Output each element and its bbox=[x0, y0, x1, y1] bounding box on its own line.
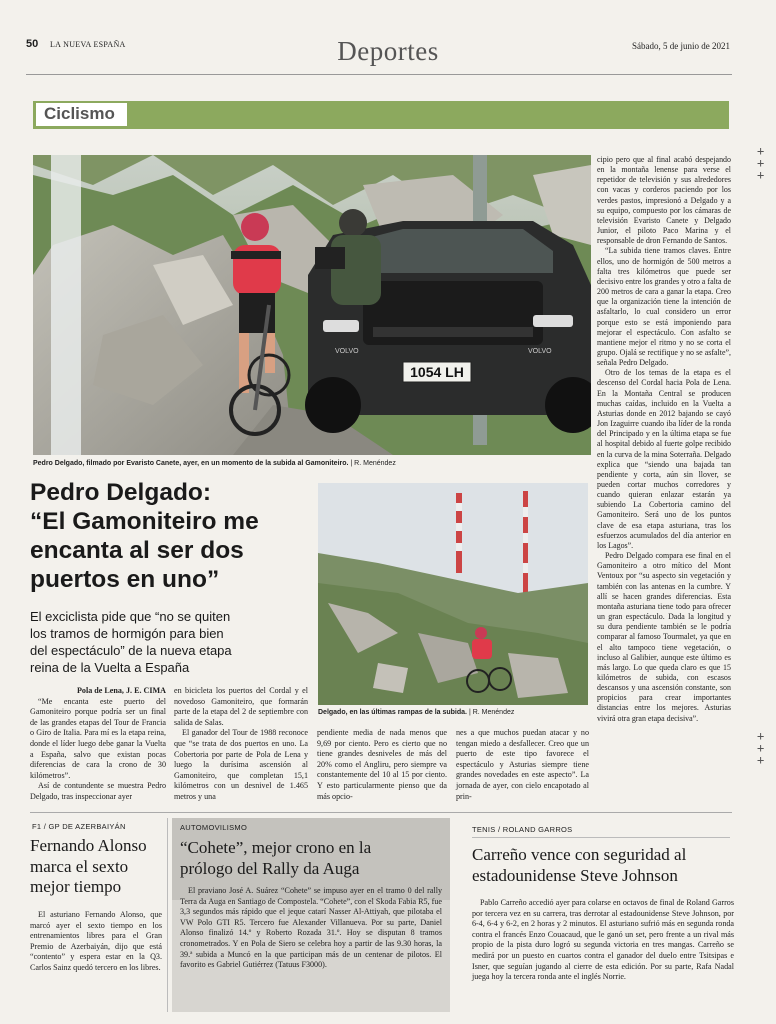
registration-marks-bottom: + + + bbox=[757, 729, 765, 767]
deck-line-1: El exciclista pide que “no se quiten bbox=[30, 609, 231, 624]
article-col2-para1: en bicicleta los puertos del Cordal y el novedoso Gamoniteiro, que formarán parte de la etapa del 2 de septiembre con salida de Salas. bbox=[174, 686, 308, 727]
f1-body-text: El asturiano Fernando Alonso, que marcó ayer el sexto tiempo en los entrenamientos libres para el Gran Premio de Azerbaiyán, dijo que está “contento” y espera estar en la Q3. Carlos Sainz quedó tercero en los libres. bbox=[30, 910, 162, 972]
article-col5-para2: “La subida tiene tramos claves. Entre ellos, uno de hormigón de 500 metros a falta tres kilómetros que puede ser decisivo entre los grandes y otro a falta de 200 metros de cara a ganar la etapa. Creo que la organización tiene la intención de asfaltarlo, lo cual considero un error porque esto se está imponiendo para mejorar el espectáculo. Con asfalto se mantiene mejor el ritmo y no se corta el grupo. Ojalá se rectifique y no se asfalte”, señala Pedro Delgado. bbox=[597, 246, 732, 368]
headline-line-3: encanta al ser dos bbox=[30, 537, 244, 564]
tenis-title bbox=[472, 845, 734, 886]
article-col5-para1: cipio pero que al final acabó despejando en la montaña lenense para verse el repetidor de televisión y sus alrededores con vacas y corderos paciendo por los verdes pastos, impresionó a Delgado y a su equipo, compuesto por los cámaras de televisión Evaristo Canete y Delgado Junior, el piloto Paco Marina y el responsable de dron Fernando de Santos. bbox=[597, 155, 731, 246]
article-column-2 bbox=[174, 686, 308, 803]
article-col5-para3: Otro de los temas de la etapa es el descenso del Cordal hacia Pola de Lena. En la Montaña Central se producen muchas caídas, incluido en la Vuelta a Asturias donde en 2012 bajando se cayó Jon Izaguirre cuando iba líder de la ronda del Principado y en la última etapa se fue al hospital debido al fuerte golpe recibido en la curva de la mina Soterraña. Delgado explica que “siendo una bajada tan pendiente y corta, aún sin llover, se pueden cortar muchos corredores y cuando quieran enlazar estarán ya subiendo La Cobertoria camino del Gamoniteiro. Será uno de los puntos clave de esa etapa asturiana, tras los esfuerzos acumulados del día anterior en los Lagos”. bbox=[597, 368, 731, 550]
tenis-body-text: Pablo Carreño accedió ayer para colarse en octavos de final de Roland Garros por tercera vez en su carrera, tras derrotar al estadounidense Steve Johnson, por 6-4, 6-4 y 6-2, en 2 horas y 2 minutos. El asturiano sufrió más en segunda ronda contra el francés Enzo Couacaud, que le ganó un set, pero frente a un rival más propio de la pista duro logró su segunda victoria en tres mangas. Carreño se medirá por un puesto en cuartos contra el ganador del duelo entre Tsitsipas e Isner, que seguían jugando al cierre de esta edición. Por su parte, Rafa Nadal juega hoy la tercera ronda ante el inglés Norrie. bbox=[472, 898, 734, 982]
main-photo-illustration bbox=[33, 155, 591, 455]
issue-date: Sábado, 5 de junio de 2021 bbox=[632, 41, 730, 51]
section-bar-label: Ciclismo bbox=[36, 103, 127, 126]
tenis-title-line-1: Carreño vence con seguridad al bbox=[472, 845, 687, 864]
main-photo-credit: | R. Menéndez bbox=[350, 460, 396, 467]
f1-kicker: F1 / GP DE AZERBAIYÁN bbox=[32, 822, 126, 831]
main-photo bbox=[33, 155, 591, 455]
f1-title bbox=[30, 836, 166, 898]
secondary-photo-caption-text: Delgado, en las últimas rampas de la subida. bbox=[318, 709, 467, 716]
rally-title-line-1: “Cohete”, mejor crono en la bbox=[180, 838, 372, 857]
article-column-4 bbox=[456, 728, 589, 802]
main-photo-caption-text: Pedro Delgado, filmado por Evaristo Canete, ayer, en un momento de la subida al Gamoniteiro. bbox=[33, 460, 349, 467]
main-photo-caption bbox=[33, 460, 396, 467]
headline-deck bbox=[30, 608, 312, 676]
tenis-title-line-2: estadounidense Steve Johnson bbox=[472, 865, 678, 885]
publication-name: LA NUEVA ESPAÑA bbox=[50, 40, 126, 49]
article-column-3 bbox=[317, 728, 447, 802]
rally-body bbox=[180, 886, 442, 971]
f1-title-line-3: mejor tiempo bbox=[30, 877, 122, 896]
f1-title-line-1: Fernando Alonso bbox=[30, 836, 147, 855]
tenis-rule bbox=[472, 837, 730, 838]
article-col1-para2: Así de contundente se muestra Pedro Delgado, tras inspeccionar ayer bbox=[30, 781, 166, 801]
page-number: 50 bbox=[26, 38, 39, 50]
secondary-photo-illustration bbox=[318, 483, 588, 705]
tenis-body bbox=[472, 898, 734, 983]
rally-title bbox=[180, 838, 446, 879]
main-headline bbox=[30, 478, 314, 594]
article-column-5 bbox=[597, 155, 731, 724]
car-brand-left: VOLVO bbox=[335, 348, 359, 355]
f1-title-line-2: marca el sexto bbox=[30, 856, 129, 876]
headline-line-2: “El Gamoniteiro me bbox=[30, 508, 259, 535]
deck-line-2: los tramos de hormigón para bien bbox=[30, 626, 224, 641]
deck-line-3: del espectáculo” de la nueva etapa bbox=[30, 643, 232, 658]
article-col1-para1: “Me encanta este puerto del Gamoniteiro porque podría ser un final de las grandes etapas del Tour de Francia o Giro de Italia. Para mí es la etapa reina, donde el líder luego debe ganar la Vuelta a España, salvo que existan pocas diferencias de cara la crono de 30 kilómetros”. bbox=[30, 696, 166, 780]
bottom-section-rule bbox=[30, 812, 732, 813]
header-rule bbox=[26, 74, 732, 75]
section-title: Deportes bbox=[337, 36, 439, 66]
article-col2-para2: El ganador del Tour de 1988 reconoce que “se trata de dos puertos en uno. La Cobertoria por parte de Pola de Lena y luego la durísima ascensión al Gamoniteiro, que completan 15,1 kilómetros con un desnivel de 1.465 metros y una bbox=[174, 728, 308, 801]
license-plate: 1054 LH bbox=[410, 364, 464, 380]
car-brand-right: VOLVO bbox=[528, 348, 552, 355]
rally-title-line-2: prólogo del Rally da Auga bbox=[180, 858, 360, 878]
secondary-photo-credit: | R. Menéndez bbox=[468, 709, 515, 716]
headline-line-4: puertos en uno” bbox=[30, 566, 220, 593]
f1-body bbox=[30, 910, 162, 974]
article-column-1 bbox=[30, 686, 166, 803]
article-col5-para4: Pedro Delgado compara ese final en el Gamoniteiro a otro mítico del Mont Ventoux por “su aspecto sin vegetación y también con las antenas en la cumbre. Y allí se hacen grandes diferencias. Esta montaña asturiana tiene todo para ofrecer un gran espectáculo. Dada la longitud y su dura pendiente también se le podría comparar al famoso Tourmalet, ya que en el alto tampoco tiene vegetación, o incluso al Galibier, aunque este último es más largo. Lo que queda claro es que 15 kilómetros de subida, con escasos descansos y una ascensión constante, son propicios para crear importantes distancias entre los mejores. Asturias vivirá otra gran etapa decisiva”. bbox=[597, 551, 731, 723]
secondary-photo-caption bbox=[318, 709, 514, 716]
article-col3-para1: pendiente media de nada menos que 9,69 por ciento. Pero es cierto que no tiene grandes desniveles de más del 20% como el Angliru, pero siempre va constantemente del 10 al 15 por ciento. Y esto particularmente pienso que da más opcio- bbox=[317, 728, 447, 801]
rally-body-text: El praviano José A. Suárez “Cohete” se impuso ayer en el tramo 0 del rally Terra da Auga en Santiago de Compostela. “Cohete”, con el Skoda Fabia R5, fue 3,3 segundos más rápido que el jeque catarí Nasser Al-Attiyah, que pilotaba el VW Polo GTI R5. Tercero fue Alexander Villanueva. Por su parte, Daniel Alonso finalizó 14.º y Roberto Rozada 31.º. Hoy se disputan 8 tramos cronometrados. Y en Pola de Siero se celebra hoy a partir de las 9.30 horas, la 39.ª subida a Muncó en la que participan más de un centenar de pilotos. El favorito es Gabriel Gutiérrez (Tatuus F3000). bbox=[180, 886, 442, 970]
column-separator bbox=[167, 818, 168, 1012]
section-bar bbox=[33, 101, 729, 129]
tenis-kicker: TENIS / ROLAND GARROS bbox=[472, 825, 573, 834]
secondary-photo bbox=[318, 483, 588, 705]
rally-kicker: AUTOMOVILISMO bbox=[180, 823, 248, 832]
byline: Pola de Lena, J. E. CIMA bbox=[76, 686, 166, 695]
headline-line-1: Pedro Delgado: bbox=[30, 479, 212, 506]
registration-marks-top: + + + bbox=[757, 144, 765, 182]
deck-line-4: reina de la Vuelta a España bbox=[30, 660, 190, 675]
article-col4-para1: nes a que muchos puedan atacar y no tengan miedo a desfallecer. Creo que un puerto de este tipo favorece el espectáculo y Asturias siempre tiene grandes novedades en este aspecto”. La jornada de ayer, con cielo encapotado al prin- bbox=[456, 728, 589, 801]
